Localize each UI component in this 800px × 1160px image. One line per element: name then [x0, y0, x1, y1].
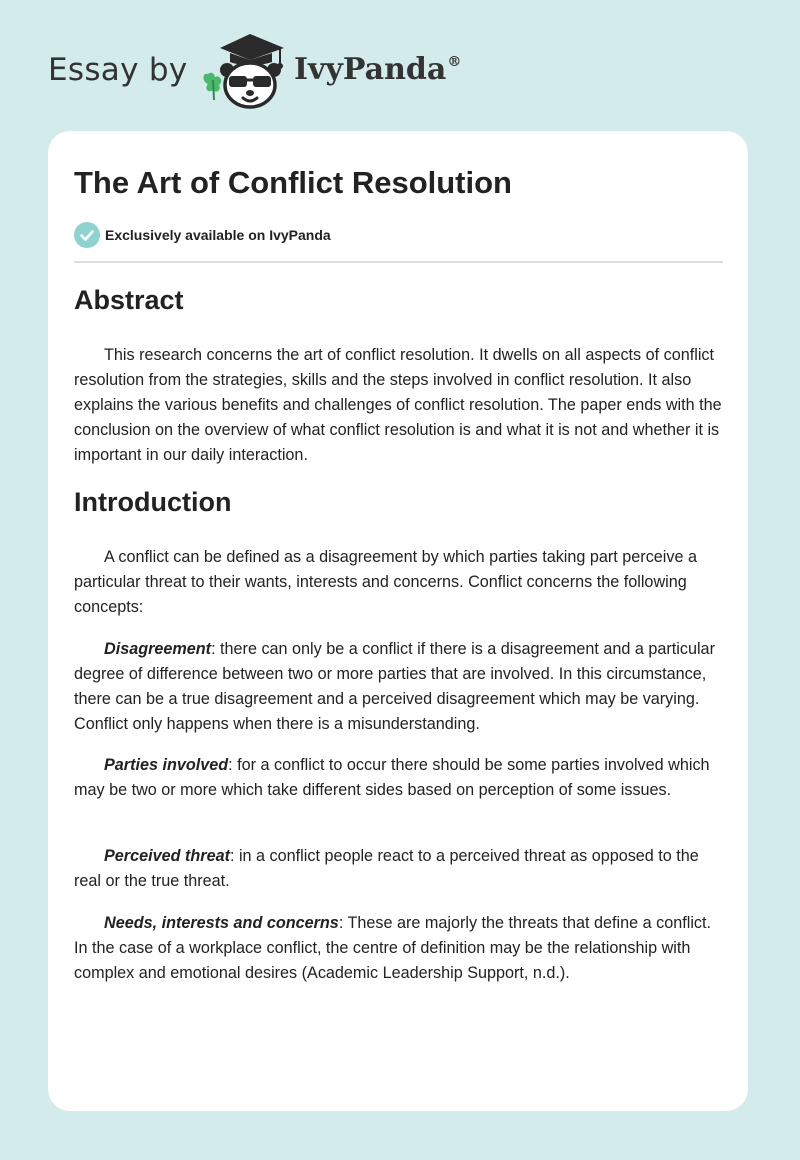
concept-needs-interests	[74, 911, 724, 986]
section-heading-abstract: Abstract	[74, 285, 184, 315]
brand-name-text: IvyPanda	[294, 52, 447, 87]
concept-text: : there can only be a conflict if there is a disagreement and a particular degree of difference between two or more parties that are involved. In this circumstance, there can be a true disagreement and a perceived disagreement which may be varying. Conflict only happens when there is a misunderstanding.	[74, 640, 715, 733]
concept-text: : These are majorly the threats that define a conflict. In the case of a workplace conflict, the centre of definition may be the relationship with complex and emotional desires (Academic Leadership Support, n.d.).	[74, 914, 712, 982]
exclusive-badge	[74, 222, 331, 248]
paragraph-text: A conflict can be defined as a disagreement by which parties taking part perceive a particular threat to their wants, interests and concerns. Conflict concerns the following concepts:	[74, 548, 697, 616]
concept-parties-involved	[74, 753, 724, 803]
brand-prefix: Essay by	[48, 52, 188, 88]
title-divider	[74, 261, 723, 263]
site-header	[48, 30, 568, 110]
essay-card	[48, 131, 748, 1111]
registered-mark: ®	[447, 54, 462, 70]
brand-name	[294, 52, 461, 87]
intro-paragraph	[74, 545, 724, 620]
concept-perceived-threat	[74, 844, 724, 894]
panda-graduate-icon[interactable]	[200, 30, 294, 110]
exclusive-badge-label: Exclusively available on IvyPanda	[105, 227, 331, 243]
paragraph-text: This research concerns the art of conflict resolution. It dwells on all aspects of conflict resolution from the strategies, skills and the steps involved in conflict resolution. It also explains the various benefits and challenges of conflict resolution. The paper ends with the conclusion on the overview of what conflict resolution is and what it is not and whether it is important in our daily interaction.	[74, 346, 722, 464]
check-circle-icon	[74, 222, 100, 248]
ivy-leaf-icon	[204, 73, 222, 100]
concept-term: Disagreement	[104, 640, 212, 658]
concept-term: Needs, interests and concerns	[104, 914, 339, 932]
abstract-paragraph	[74, 343, 724, 468]
page-title: The Art of Conflict Resolution	[74, 165, 512, 200]
concept-term: Perceived threat	[104, 847, 230, 865]
concept-text: : for a conflict to occur there should be some parties involved which may be two or more which take different sides based on perception of some issues.	[74, 756, 710, 799]
concept-term: Parties involved	[104, 756, 229, 774]
concept-disagreement	[74, 637, 724, 737]
section-heading-introduction: Introduction	[74, 487, 232, 517]
concept-text: : in a conflict people react to a perceived threat as opposed to the real or the true threat.	[74, 847, 699, 890]
